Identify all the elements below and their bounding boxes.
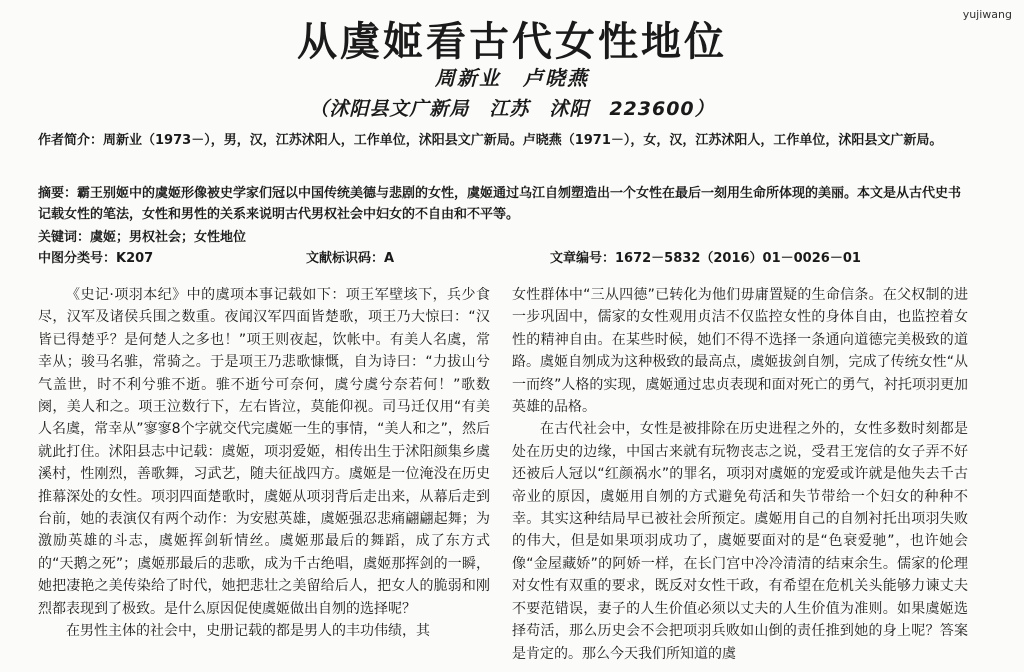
clc-number: 中图分类号：K207 xyxy=(38,251,154,266)
abstract-text: 霸王别姬中的虞姬形像被史学家们冠以中国传统美德与悲剧的女性，虞姬通过乌江自刎塑造出一个女性在最后一刻用生命所体现的美丽。本文是从古代史书记载女性的笔法，女性和男性的关系来说明古代男权社会中妇女的不自由和不平等。 xyxy=(38,186,962,222)
document-code: 文献标识码：A xyxy=(306,251,395,266)
article-title: 从虞姬看古代女性地位 xyxy=(297,19,727,65)
abstract xyxy=(38,183,973,225)
author-bio-label: 作者简介： xyxy=(38,133,104,148)
author-bio-text: 周新业（1973－），男，汉，江苏沭阳人，工作单位，沭阳县文广新局。卢晓燕（1971－），女，汉，江苏沭阳人，工作单位，沭阳县文广新局。 xyxy=(103,133,943,148)
body-paragraph: 在男性主体的社会中，史册记载的都是男人的丰功伟绩，其 xyxy=(66,623,430,640)
article-number: 文章编号：1672－5832（2016）01－0026－01 xyxy=(550,251,861,266)
body-column-right xyxy=(512,284,968,672)
keywords-label: 关键词： xyxy=(38,230,91,245)
body-column-left xyxy=(38,284,490,672)
author-bio xyxy=(38,130,973,151)
body-paragraph: 《史记·项羽本纪》中的虞项本事记载如下：项王军壁垓下，兵少食尽，汉军及诸侯兵围之数重。夜闻汉军四面皆楚歌，项王乃大惊曰：“汉皆已得楚乎？是何楚人之多也！”项王则夜起，饮帐中。有美人名虞，常幸从；骏马名骓，常骑之。于是项王乃悲歌慷慨，自为诗曰：“力拔山兮气盖世，时不利兮骓不逝。骓不逝兮可奈何，虞兮虞兮奈若何！”歌数阕，美人和之。项王泣数行下，左右皆泣，莫能仰视。司马迁仅用“有美人名虞，常幸从”寥寥8个字就交代完虞姬一生的事情，“美人和之”，然后就此打住。沭阳县志中记载：虞姬，项羽爱姬，相传出生于沭阳颜集乡虞溪村，性刚烈，善歌舞，习武艺，随夫征战四方。虞姬是一位淹没在历史推幕深处的女性。项羽四面楚歌时，虞姬从项羽背后走出来，从幕后走到台前，她的表演仅有两个动作：为安慰英雄，虞姬强忍悲痛翩翩起舞；为激励英雄的斗志，虞姬挥剑斩情丝。虞姬那最后的舞蹈，成了东方式的“天鹅之死”；虞姬那最后的悲歌，成为千古绝唱，虞姬那挥剑的一瞬，她把凄艳之美传染给了时代，她把悲壮之美留给后人，把女人的脆弱和刚烈都表现到了极致。是什么原因促使虞姬做出自刎的选择呢？ xyxy=(38,287,490,617)
keywords-text: 虞姬；男权社会；女性地位 xyxy=(90,230,247,245)
watermark: yujiwang xyxy=(962,8,1012,21)
body-paragraph: 在古代社会中，女性是被排除在历史进程之外的，女性多数时刻都是处在历史的边缘，中国古来就有玩物丧志之说，受君王宠信的女子弄不好还被后人冠以“红颜祸水”的罪名，项羽对虞姬的宠爱或许就是他失去千古帝业的原因，虞姬用自刎的方式避免苟活和失节带给一个妇女的种种不幸。其实这种结局早已被社会所预定。虞姬用自己的自刎衬托出项羽失败的伟大，但是如果项羽成功了，虞姬要面对的是“色衰爱驰”，也许她会像“金屋藏娇”的阿娇一样，在长门宫中冷冷清清的结束余生。儒家的伦理对女性有双重的要求，既反对女性干政，有希望在危机关头能够力谏丈夫不要范错误，妻子的人生价值必须以丈夫的人生价值为准则。如果虞姬选择苟活，那么历史会不会把项羽兵败如山倒的责任推到她的身上呢？答案是肯定的。那么今天我们所知道的虞 xyxy=(512,421,968,662)
body-paragraph: 女性群体中“三从四德”已转化为他们毋庸置疑的生命信条。在父权制的进一步巩固中，儒家的女性观用贞洁不仅监控女性的身体自由，也监控着女性的精神自由。在某些时候，她们不得不选择一条通向道德完美极致的道路。虞姬自刎成为这种极致的最高点，虞姬拔剑自刎，完成了传统女性“从一而终”人格的实现，虞姬通过忠贞表现和面对死亡的勇气，衬托项羽更加英雄的品格。 xyxy=(512,287,968,416)
affiliation: （沭阳县文广新局 江苏 沭阳 223600） xyxy=(309,98,715,120)
authors: 周新业 卢晓燕 xyxy=(435,66,589,90)
keywords xyxy=(38,227,246,248)
abstract-label: 摘要： xyxy=(38,186,78,201)
